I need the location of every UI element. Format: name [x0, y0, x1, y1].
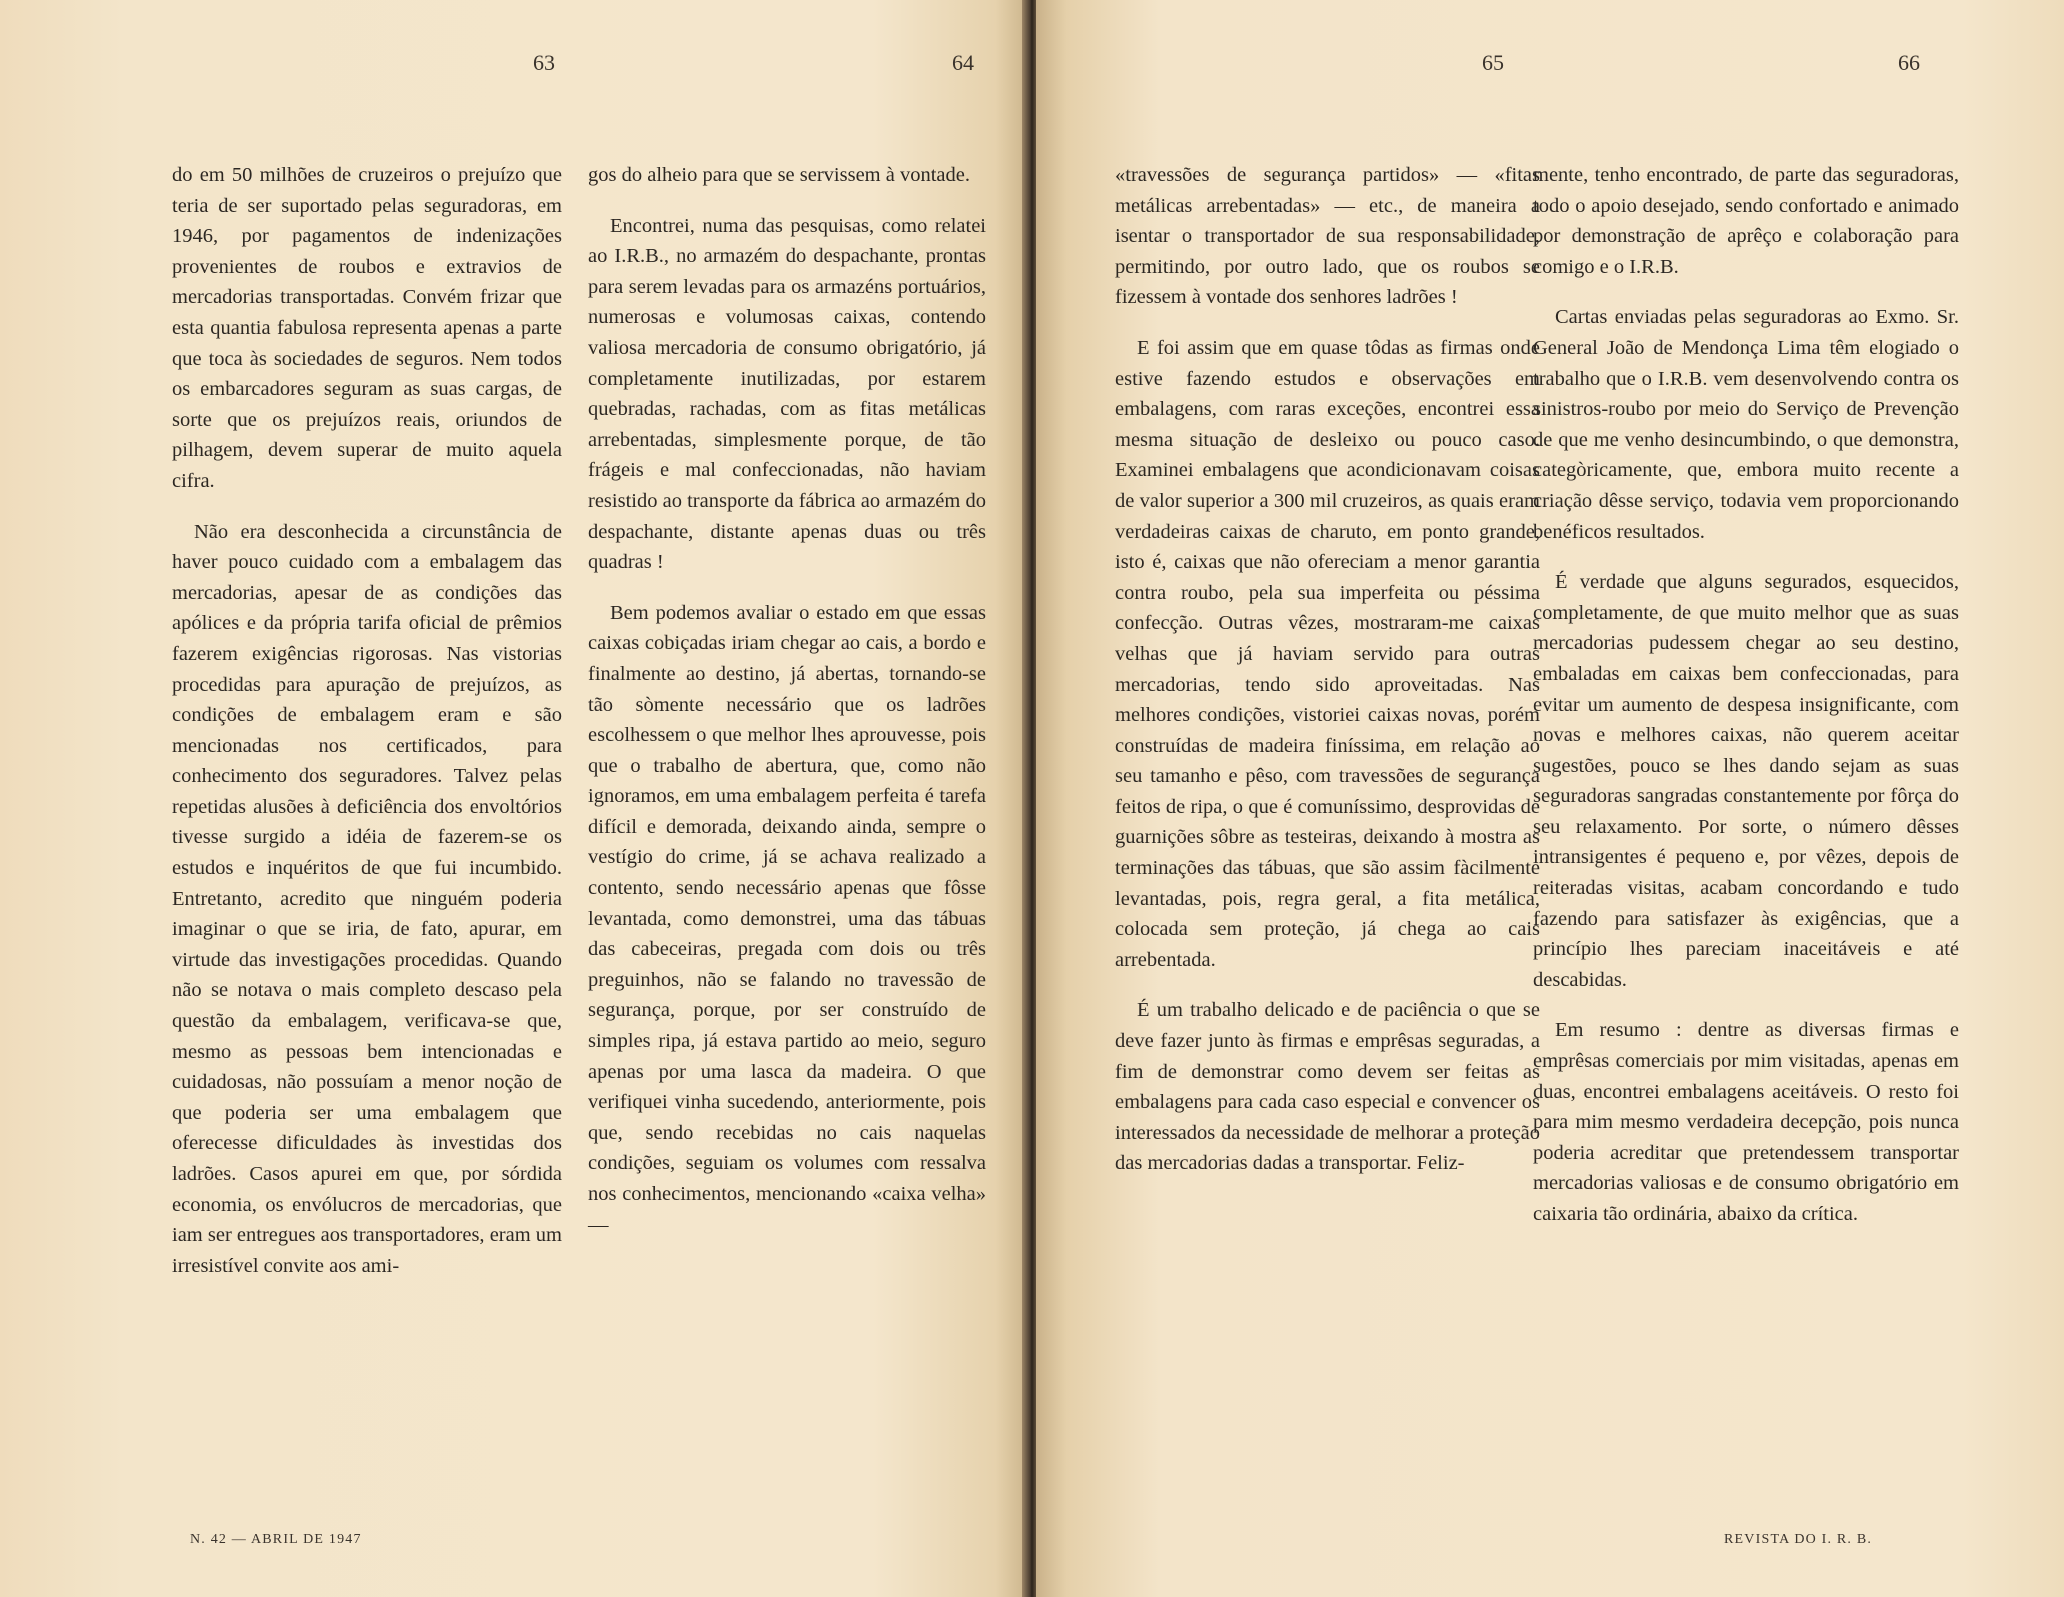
- paragraph: Bem podemos avaliar o estado em que essas caixas cobiçadas iriam chegar ao cais, a bordo e finalmente ao destino, já abertas, tornando-se tão sòmente necessário que os ladrões escolhessem o que melhor lhes aprouvesse, pois que o trabalho de abertura, que, como não ignoramos, em uma embalagem perfeita é tarefa difícil e demorada, deixando ainda, sempre o vestígio do crime, já se achava realizado a contento, sendo necessário apenas que fôsse levantada, como demonstrei, uma das tábuas das cabeceiras, pregada com dois ou três preguinhos, não se falando no travessão de segurança, porque, por ser construído de simples ripa, já estava partido ao meio, seguro apenas por uma lasca da madeira. O que verifiquei vinha sucedendo, anteriormente, pois que, sendo recebidas no cais naquelas condições, seguiam os volumes com ressalva nos conhecimentos, mencionando «caixa velha» —: [588, 601, 986, 1236]
- paragraph: É verdade que alguns segurados, esquecidos, completamente, de que muito melhor que as suas mercadorias pudessem chegar ao seu destino, embaladas em caixas bem confeccionadas, para evitar um aumento de despesa insignificante, com novas e melhores caixas, não querem aceitar sugestões, pouco se lhes dando sejam as suas seguradoras sangradas constantemente por fôrça do seu relaxamento. Por sorte, o número dêsses intransigentes é pequeno e, por vêzes, depois de reiteradas visitas, acabam concordando e tudo fazendo para satisfazer às exigências, que a princípio lhes pareciam inaceitáveis e até descabidas.: [1533, 571, 1959, 991]
- text-column-1: [172, 160, 562, 1281]
- paragraph: Não era desconhecida a circunstância de haver pouco cuidado com a embalagem das mercadorias, apesar de as condições das apólices e da própria tarifa oficial de prêmios fazerem exigências rigorosas. Nas vistorias procedidas para apuração de prejuízos, as condições de embalagem eram e são mencionadas nos certificados, para conhecimento dos seguradores. Talvez pelas repetidas alusões à deficiência dos envoltórios tivesse surgido a idéia de fazerem-se os estudos e inquéritos de que fui incumbido. Entretanto, acredito que ninguém poderia imaginar o que se iria, de fato, apurar, em virtude das investigações procedidas. Quando não se notava o mais completo descaso pela questão da embalagem, verificava-se que, mesmo as pessoas bem intencionadas e cuidadosas, não possuíam a menor noção de que poderia ser uma embalagem que oferecesse dificuldades às investidas dos ladrões. Casos apurei em que, por sórdida economia, os envólucros de mercadorias, que iam ser entregues aos transportadores, eram um irresistível convite aos ami-: [172, 520, 562, 1277]
- paragraph: do em 50 milhões de cruzeiros o prejuízo que teria de ser suportado pelas seguradoras, em 1946, por pagamentos de indenizações provenientes de roubos e extravios de mercadorias transportadas. Convém frizar que esta quantia fabulosa representa apenas a parte que toca às sociedades de seguros. Nem todos os embarcadores seguram as suas cargas, de sorte que os prejuízos reais, oriundos de pilhagem, devem superar de muito aquela cifra.: [172, 164, 562, 492]
- page-number-63: 63: [533, 50, 555, 75]
- paragraph: Cartas enviadas pelas seguradoras ao Exmo. Sr. General João de Mendonça Lima têm elogiado o trabalho que o I.R.B. vem desenvolvendo contra os sinistros-roubo por meio do Serviço de Prevenção de que me venho desincumbindo, o que demonstra, categòricamente, que, embora muito recente a criação dêsse serviço, todavia vem proporcionando benéficos resultados.: [1533, 306, 1959, 543]
- text-column-3: [1115, 160, 1540, 1179]
- footer-issue-date: N. 42 — ABRIL DE 1947: [190, 1532, 362, 1547]
- page-number-64: 64: [952, 50, 974, 75]
- paragraph: gos do alheio para que se servissem à vontade.: [588, 164, 970, 186]
- text-column-4: [1533, 160, 1959, 1230]
- text-column-2: [588, 160, 986, 1240]
- right-page: [1036, 0, 2064, 1597]
- paragraph: E foi assim que em quase tôdas as firmas onde estive fazendo estudos e observações em embalagens, com raras exceções, encontrei essa mesma situação de desleixo ou pouco caso. Examinei embalagens que acondicionavam coisas de valor superior a 300 mil cruzeiros, as quais eram verdadeiras caixas de charuto, em ponto grande, isto é, caixas que não ofereciam a menor garantia contra roubo, pela sua imperfeita ou péssima confecção. Outras vêzes, mostraram-me caixas velhas que já haviam servido para outras mercadorias, tendo sido aproveitadas. Nas melhores condições, vistoriei caixas novas, porém construídas de madeira finíssima, em relação ao seu tamanho e pêso, com travessões de segurança feitos de ripa, o que é comuníssimo, desprovidas de guarnições sôbre as testeiras, deixando à mostra as terminações das tábuas, que são assim fàcilmente levantadas, pois, regra geral, a fita metálica, colocada sem proteção, já chega ao cais arrebentada.: [1115, 336, 1540, 971]
- left-page: [0, 0, 1026, 1597]
- paragraph: Encontrei, numa das pesquisas, como relatei ao I.R.B., no armazém do despachante, prontas para serem levadas para os armazéns portuários, numerosas e volumosas caixas, contendo valiosa mercadoria de consumo obrigatório, já completamente inutilizadas, por estarem quebradas, rachadas, com as fitas metálicas arrebentadas, simplesmente porque, de tão frágeis e mal confeccionadas, não haviam resistido ao transporte da fábrica ao armazém do despachante, distante apenas duas ou três quadras !: [588, 214, 986, 574]
- page-number-65: 65: [1482, 50, 1504, 75]
- paragraph: «travessões de segurança partidos» — «fitas metálicas arrebentadas» — etc., de maneira a isentar o transportador de sua responsabilidade, permitindo, por outro lado, que os roubos se fizessem à vontade dos senhores ladrões !: [1115, 164, 1540, 309]
- footer-journal-title: REVISTA DO I. R. B.: [1724, 1532, 1873, 1547]
- paragraph: mente, tenho encontrado, de parte das seguradoras, todo o apoio desejado, sendo confortado e animado por demonstração de aprêço e colaboração para comigo e o I.R.B.: [1533, 164, 1959, 278]
- paragraph: É um trabalho delicado e de paciência o que se deve fazer junto às firmas e emprêsas seguradas, a fim de demonstrar como devem ser feitas as embalagens para cada caso especial e convencer os interessados da necessidade de melhorar a proteção das mercadorias dadas a transportar. Feliz-: [1115, 999, 1540, 1175]
- paragraph: Em resumo : dentre as diversas firmas e emprêsas comerciais por mim visitadas, apenas em duas, encontrei embalagens aceitáveis. O resto foi para mim mesmo verdadeira decepção, pois nunca poderia acreditar que pretendessem transportar mercadorias valiosas e de consumo obrigatório em caixaria tão ordinária, abaixo da crítica.: [1533, 1019, 1959, 1225]
- page-number-66: 66: [1898, 50, 1920, 75]
